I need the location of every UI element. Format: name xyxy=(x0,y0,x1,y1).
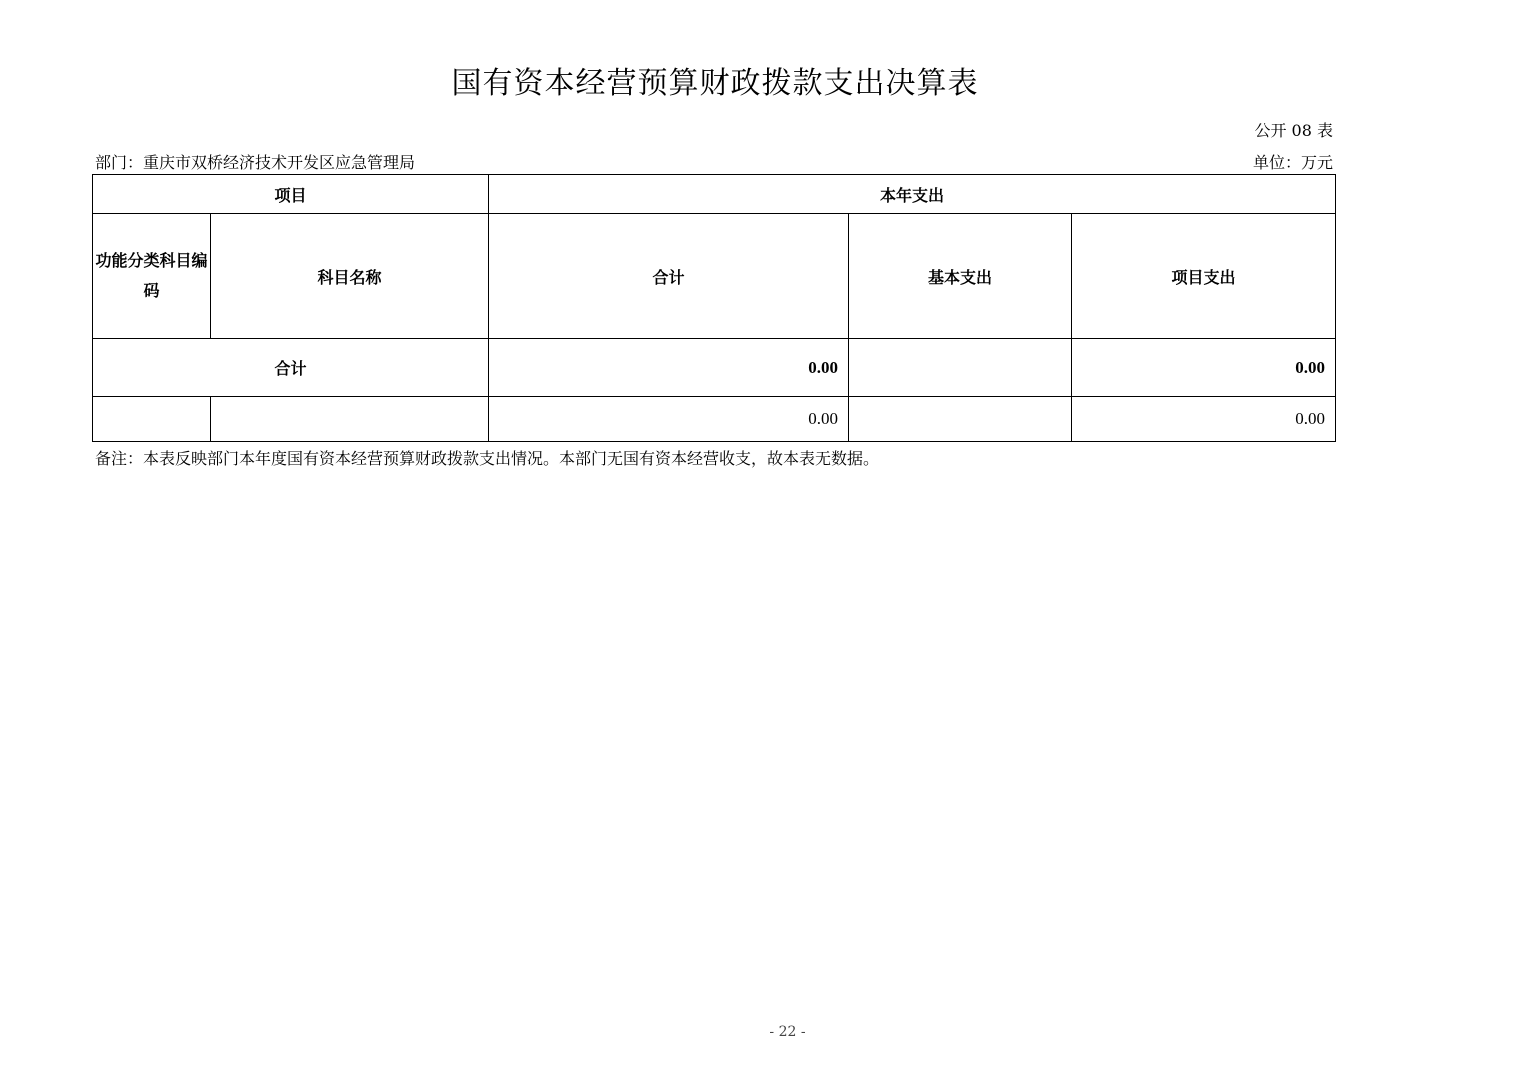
expense-table xyxy=(92,174,1336,442)
header-func-code: 功能分类科目编码 xyxy=(93,214,211,339)
row-basic xyxy=(849,397,1072,442)
table-note: 备注：本表反映部门本年度国有资本经营预算财政拨款支出情况。本部门无国有资本经营收支，故本表无数据。 xyxy=(95,449,880,468)
table-row xyxy=(93,397,1336,442)
total-row-label: 合计 xyxy=(93,339,489,397)
row-project: 0.00 xyxy=(1072,397,1336,442)
row-subject-name xyxy=(211,397,489,442)
total-row-project: 0.00 xyxy=(1072,339,1336,397)
document-title: 国有资本经营预算财政拨款支出决算表 xyxy=(451,66,979,101)
header-basic-expense: 基本支出 xyxy=(849,214,1072,339)
total-row xyxy=(93,339,1336,397)
header-current-year-expense: 本年支出 xyxy=(489,175,1336,214)
row-total: 0.00 xyxy=(489,397,849,442)
row-func-code xyxy=(93,397,211,442)
department-label: 部门：重庆市双桥经济技术开发区应急管理局 xyxy=(95,153,416,172)
header-item: 项目 xyxy=(93,175,489,214)
form-number: 公开 08 表 xyxy=(1254,121,1333,140)
header-row-1 xyxy=(93,175,1336,214)
unit-label: 单位：万元 xyxy=(1252,153,1333,172)
total-row-total: 0.00 xyxy=(489,339,849,397)
header-subject-name: 科目名称 xyxy=(211,214,489,339)
total-row-basic xyxy=(849,339,1072,397)
page-number: - 22 - xyxy=(769,1024,806,1040)
header-total: 合计 xyxy=(489,214,849,339)
header-project-expense: 项目支出 xyxy=(1072,214,1336,339)
header-row-2 xyxy=(93,214,1336,339)
